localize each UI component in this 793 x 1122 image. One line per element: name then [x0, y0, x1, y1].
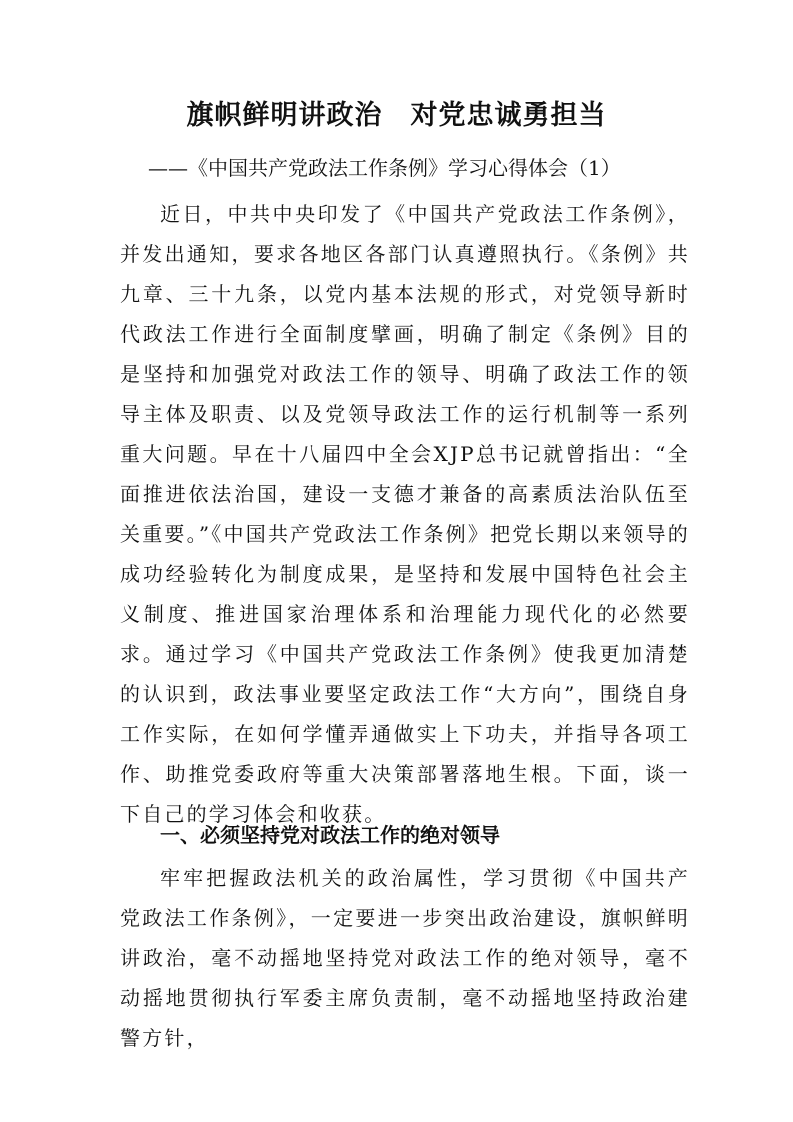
section-heading: 一、必须坚持党对政法工作的绝对领导 [160, 823, 500, 847]
body-paragraph: 近日，中共中央印发了《中国共产党政法工作条例》，并发出通知，要求各地区各部门认真遵照执行。《条例》共九章、三十九条，以党内基本法规的形式，对党领导新时代政法工作进行全面制度擘画，明确了制定《条例》目的是坚持和加强党对政法工作的领导、明确了政法工作的领导主体及职责、以及党领导政法工作的运行机制等一系列重大问题。早在十八届四中全会XJP总书记就曾指出：“全面推进依法治国，建设一支德才兼备的高素质法治队伍至关重要。”《中国共产党政法工作条例》把党长期以来领导的成功经验转化为制度成果，是坚持和发展中国特色社会主义制度、推进国家治理体系和治理能力现代化的必然要求。通过学习《中国共产党政法工作条例》使我更加清楚的认识到，政法事业要坚定政法工作“大方向”，围绕自身工作实际，在如何学懂弄通做实上下功夫，并指导各项工作、助推党委政府等重大决策部署落地生根。下面，谈一下自己的学习体会和收获。 [120, 202, 690, 826]
document-title: 旗帜鲜明讲政治 对党忠诚勇担当 [186, 100, 607, 131]
body-paragraph: 牢牢把握政法机关的政治属性，学习贯彻《中国共产党政法工作条例》，一定要进一步突出政治建设，旗帜鲜明讲政治，毫不动摇地坚持党对政法工作的绝对领导，毫不动摇地贯彻执行军委主席负责制，毫不动摇地坚持政治建警方针， [120, 866, 690, 1050]
document-subtitle: ——《中国共产党政法工作条例》学习心得体会（1） [148, 156, 621, 180]
